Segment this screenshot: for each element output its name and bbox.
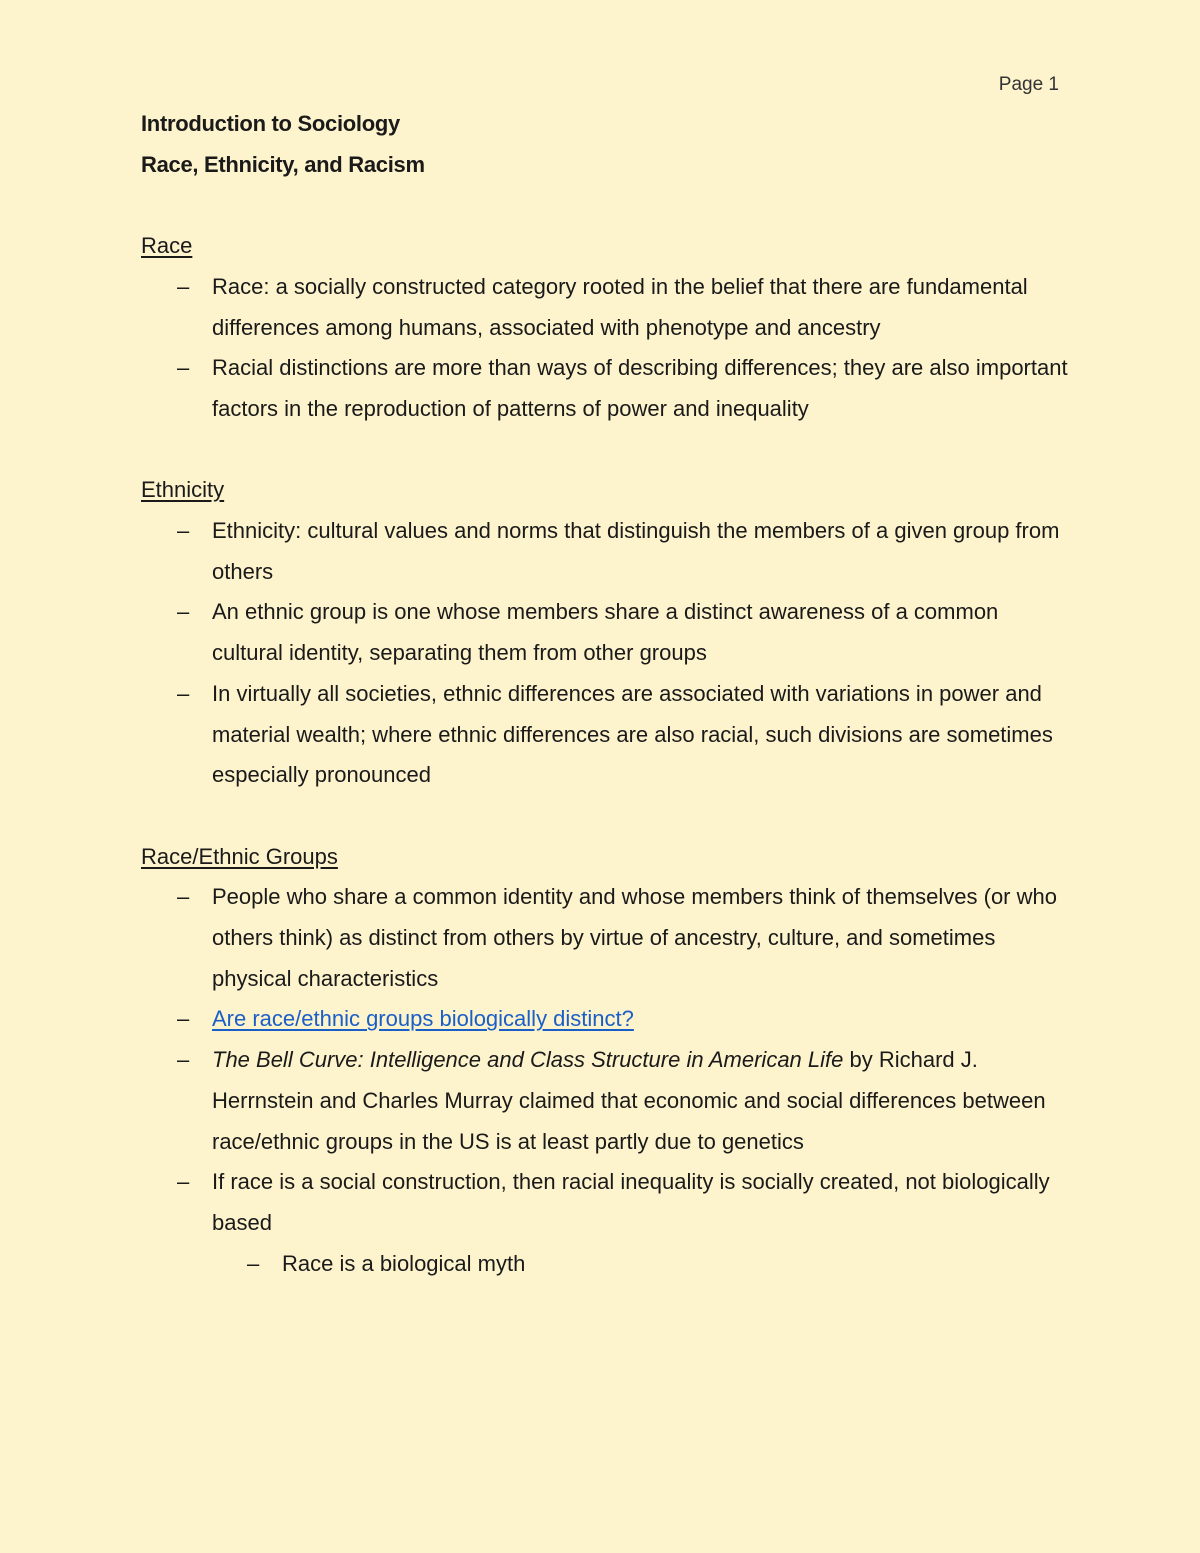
course-title: Introduction to Sociology: [141, 111, 400, 136]
page-number: Page 1: [998, 74, 1059, 95]
sub-list-item: – Race is a biological myth: [141, 1244, 1071, 1285]
section-heading-race-ethnic-groups: Race/Ethnic Groups: [141, 843, 338, 869]
list-item: – An ethnic group is one whose members share a distinct awareness of a common cultural identity, separating them from other groups: [141, 592, 1071, 673]
list-item: – In virtually all societies, ethnic differences are associated with variations in power and material wealth; where ethnic differences are also racial, such divisions are sometimes especially pronounced: [141, 674, 1071, 796]
section-heading-ethnicity: Ethnicity: [141, 477, 225, 503]
race-list: [141, 267, 1071, 430]
book-description: by Richard J. Herrnstein and Charles Murray claimed that economic and social differences between race/ethnic groups in the US is at least partly due to genetics: [212, 1047, 1046, 1154]
section-heading-race: Race: [141, 233, 193, 259]
list-item-link: [141, 999, 1071, 1040]
lecture-title: Race, Ethnicity, and Racism: [141, 151, 425, 177]
list-item: – Race: a socially constructed category rooted in the belief that there are fundamental differences among humans, associated with phenotype and ancestry: [141, 267, 1071, 348]
spacer: [141, 430, 1071, 471]
list-item: – If race is a social construction, then racial inequality is socially created, not biologically based: [141, 1162, 1071, 1243]
document-body: [141, 104, 1071, 1284]
ethnicity-list: [141, 511, 1071, 796]
list-item: – Racial distinctions are more than ways of describing differences; they are also important factors in the reproduction of patterns of power and inequality: [141, 348, 1071, 429]
list-item: – Ethnicity: cultural values and norms that distinguish the members of a given group from others: [141, 511, 1071, 592]
book-title: The Bell Curve: Intelligence and Class Structure in American Life: [212, 1047, 844, 1073]
groups-list: [141, 877, 1071, 1284]
spacer: [141, 185, 1071, 226]
list-item: – People who share a common identity and whose members think of themselves (or who others think) as distinct from others by virtue of ancestry, culture, and sometimes physical characteristics: [141, 877, 1071, 999]
list-item-bell-curve: [141, 1040, 1071, 1162]
biologically-distinct-link[interactable]: Are race/ethnic groups biologically distinct?: [212, 1006, 634, 1032]
spacer: [141, 796, 1071, 837]
